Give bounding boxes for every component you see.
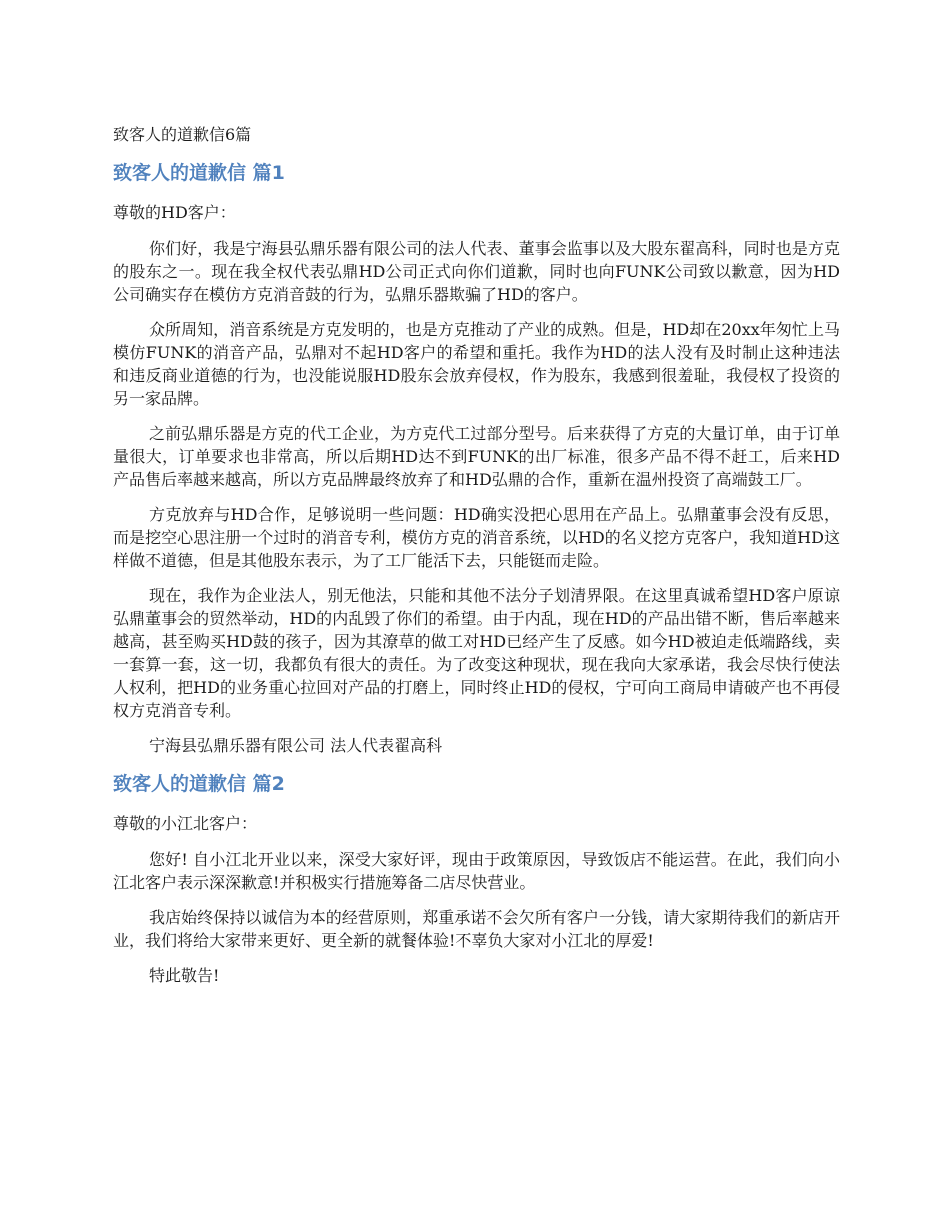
body-paragraph: 您好! 自小江北开业以来，深受大家好评，现由于政策原因，导致饭店不能运营。在此，我们向小江北客户表示深深歉意!并积极实行措施筹备二店尽快营业。 — [113, 850, 840, 892]
closing-line: 特此敬告! — [149, 966, 220, 985]
body-paragraph: 现在，我作为企业法人，别无他法，只能和其他不法分子划清界限。在这里真诚希望HD客户原谅弘鼎董事会的贸然举动，HD的内乱毁了你们的希望。由于内乱，现在HD的产品出错不断，售后率越来越高，甚至购买HD鼓的孩子，因为其潦草的做工对HD已经产生了反感。如今HD被迫走低端路线，卖一套算一套，这一切，我都负有很大的责任。为了改变这种现状，现在我向大家承诺，我会尽快行使法人权利，把HD的业务重心拉回对产品的打磨上，同时终止HD的侵权，宁可向工商局申请破产也不再侵权方克消音专利。 — [113, 586, 840, 720]
letter-section-1 — [113, 159, 840, 758]
body-paragraph: 我店始终保持以诚信为本的经营原则，郑重承诺不会欠所有客户一分钱，请大家期待我们的新店开业，我们将给大家带来更好、更全新的就餐体验!不辜负大家对小江北的厚爱! — [113, 908, 840, 950]
salutation: 尊敬的HD客户： — [113, 203, 236, 222]
body-paragraph: 方克放弃与HD合作，足够说明一些问题：HD确实没把心思用在产品上。弘鼎董事会没有反思，而是挖空心思注册一个过时的消音专利，模仿方克的消音系统，以HD的名义挖方克客户，我知道HD这样做不道德，但是其他股东表示，为了工厂能活下去，只能铤而走险。 — [113, 505, 840, 570]
salutation: 尊敬的小江北客户： — [113, 814, 258, 833]
signature-line: 宁海县弘鼎乐器有限公司 法人代表翟高科 — [149, 736, 443, 755]
section-heading: 致客人的道歉信 篇2 — [113, 773, 285, 795]
section-heading: 致客人的道歉信 篇1 — [113, 162, 285, 184]
letter-section-2 — [113, 770, 840, 987]
document-page — [113, 123, 840, 999]
body-paragraph: 之前弘鼎乐器是方克的代工企业，为方克代工过部分型号。后来获得了方克的大量订单，由于订单量很大，订单要求也非常高，所以后期HD达不到FUNK的出厂标准，很多产品不得不赶工，后来HD产品售后率越来越高，所以方克品牌最终放弃了和HD弘鼎的合作，重新在温州投资了高端鼓工厂。 — [113, 424, 840, 489]
body-paragraph: 众所周知，消音系统是方克发明的，也是方克推动了产业的成熟。但是，HD却在20xx年匆忙上马模仿FUNK的消音产品，弘鼎对不起HD客户的希望和重托。我作为HD的法人没有及时制止这种违法和违反商业道德的行为，也没能说服HD股东会放弃侵权，作为股东，我感到很羞耻，我侵权了投资的另一家品牌。 — [113, 320, 840, 408]
document-title: 致客人的道歉信6篇 — [113, 125, 252, 144]
body-paragraph: 你们好，我是宁海县弘鼎乐器有限公司的法人代表、董事会监事以及大股东翟高科，同时也是方克的股东之一。现在我全权代表弘鼎HD公司正式向你们道歉，同时也向FUNK公司致以歉意，因为HD公司确实存在模仿方克消音鼓的行为，弘鼎乐器欺骗了HD的客户。 — [113, 239, 840, 304]
